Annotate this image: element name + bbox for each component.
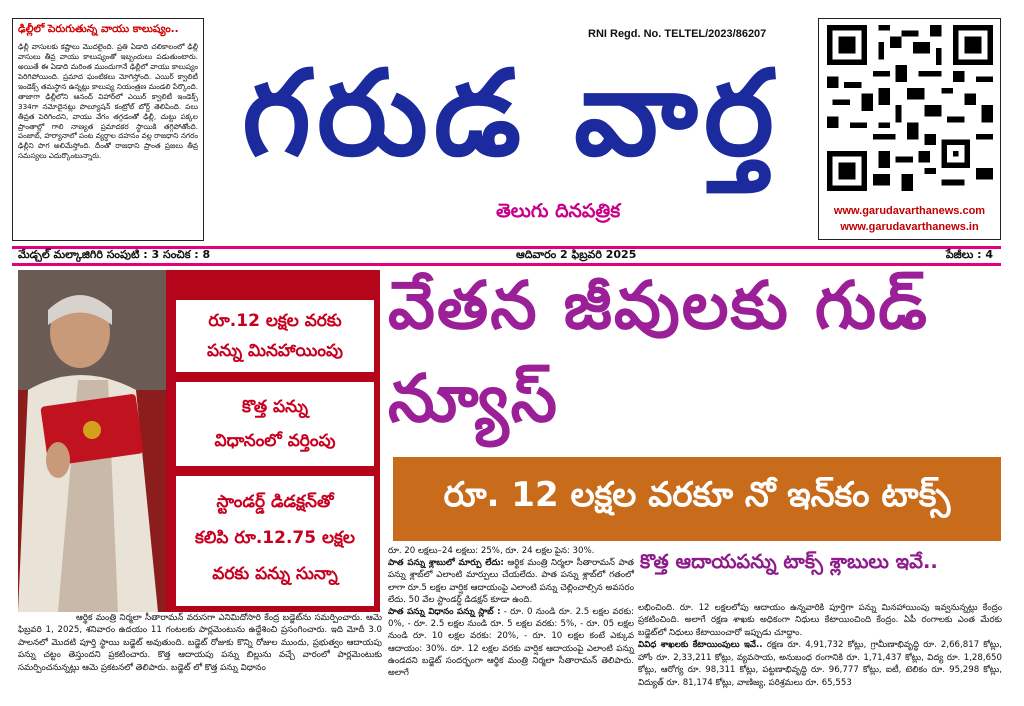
qr-box (818, 18, 1001, 240)
newspaper-masthead (214, 38, 808, 188)
sub-headline-text: రూ. 12 లక్షల వరకూ నో ఇన్‌కం టాక్స్ (443, 475, 951, 515)
allocation-list: రక్షణ రూ. 4,91,732 కోట్లు, గ్రామీణాభివృద్ధి రూ. 2,66,817 కోట్లు, హోం రూ. 2,33,211 కోట్లు, వ్యవసాయ, అనుబంధ రంగానికి రూ. 1,71,437 కోట్లు, విద్య రూ. 1,28,650 కోట్లు, ఆరోగ్య రూ. 98,311 కోట్లు, పట్టణాభివృద్ధి రూ. 96,777 కోట్లు, ఐటీ, టెలికం రూ. 95,298 కోట్లు, విద్యుత్ రూ. 81,174 కోట్లు, వాణిజ్య, పరిశ్రమలు రూ. 65,553 (638, 640, 1003, 688)
info-strip (12, 246, 1001, 266)
highlight-2-line-1: కొత్త పన్ను (242, 397, 308, 417)
budget-intro-text: ఆర్థిక మంత్రి నిర్మలా సీతారామన్ వరుసగా ఎనిమిదోసారి కేంద్ర బడ్జెట్‌ను సమర్పించారు. ఆమె ఫిబ్రవరి 1, 2025, శనివారం ఉదయం 11 గంటలకు పార్లమెంటును ఉద్దేశించి ప్రసంగించారు. ఇది మోదీ 3.0 పాలనలో మొదటి పూర్తి స్థాయి బడ్జెట్ అవుతుంది. బడ్జెట్ రోజుకు కొన్ని రోజుల ముందు, ప్రభుత్వం ఆదాయపు పన్ను చట్టం తెస్తుందని ప్రకటించారు. కొత్త ఆదాయపు పన్ను బిల్లును వచ్చే వారంలో పార్లమెంటుకు సమర్పించనున్నట్లు ఆమె ప్రకటనలో తెలిపారు. బడ్జెట్ లో కొత్త పన్ను విధానం (18, 613, 382, 673)
old-regime-para (388, 557, 634, 606)
masthead-title: గరుడ వార్త (242, 44, 780, 182)
side-news-box (12, 18, 204, 241)
main-headline-text: వేతన జీవులకు గుడ్ న్యూస్ (388, 267, 929, 437)
highlight-box-3 (176, 476, 374, 606)
allocation-heading: వివిధ శాఖలకు కేటాయింపులు ఇవే.. (638, 640, 763, 651)
qr-code-icon (827, 25, 993, 191)
page-count: పేజీలు : 4 (945, 248, 993, 261)
sub-headline (393, 457, 1001, 541)
old-slab-text: - రూ. 0 నుండి రూ. 2.5 లక్షల వరకు: 0%, - రూ. 2.5 లక్షల నుండి రూ. 5 లక్షల వరకు: 5%, - రూ. 05 లక్షల నుండి రూ. 10 లక్షల వరకు: 20%, - రూ. 10 లక్షల కంటే ఎక్కువ ఆదాయం: 30%. రూ. 12 లక్షల వరకు వార్షిక ఆదాయంపై ఎలాంటి పన్ను ఉండదని బడ్జెట్ సందర్భంగా ఆర్థిక మంత్రి నిర్మలా సీతారామన్ తెలిపారు. అలాగే (388, 607, 635, 679)
masthead-tagline: తెలుగు దినపత్రిక (496, 200, 621, 222)
article-column-middle (388, 545, 634, 705)
highlight-3-line-2: కలిపి రూ.12.75 లక్షల (195, 528, 355, 548)
website-url-in[interactable]: www.garudavarthanews.in (840, 221, 979, 233)
new-tax-slab-heading: కొత్త ఆదాయపన్ను టాక్స్ శ్లాబులు ఇవే.. (640, 550, 938, 573)
rni-number: RNI Regd. No. TELTEL/2023/86207 (588, 28, 767, 40)
edition-info: మేడ్చల్ మల్కాజిగిరి సంపుటి : 3 సంచిక : 8 (18, 248, 211, 261)
main-headline (388, 267, 1002, 448)
budget-highlight-panel (18, 270, 380, 612)
tax-slab-line: రూ. 20 లక్షలు–24 లక్షలు: 25%, రూ. 24 లక్షల పైన: 30%. (388, 546, 595, 556)
old-slab-para (388, 606, 634, 679)
article-column-right (638, 602, 1002, 706)
highlight-box-1 (176, 300, 374, 372)
website-url-com[interactable]: www.garudavarthanews.com (833, 205, 986, 217)
old-regime-text: ఆర్థిక మంత్రి నిర్మలా సీతారామన్ పాత పన్ను శ్లాబ్‌లో ఎలాంటి మార్పులు చేయలేదు. పాత పన్ను శ్లాబ్‌లో గతంలో లాగా రూ.5 లక్షల వార్షిక ఆదాయంపై ఎలాంటి పన్ను చెల్లించాల్సిన అవసరం లేదు. 50 వేల స్టాండర్డ్ డిడక్షన్ కూడా ఉంది. (388, 558, 634, 605)
issue-date: ఆదివారం 2 ఫిబ్రవరి 2025 (516, 248, 637, 261)
old-slab-heading: పాత పన్ను విధానం పన్ను స్లాబ్ : (388, 607, 501, 618)
highlight-3-line-3: వరకు పన్ను సున్నా (212, 564, 338, 584)
article-column-left (18, 612, 382, 706)
highlight-3-line-1: స్టాండర్డ్ డిడక్షన్‌తో (216, 492, 334, 512)
highlight-1-line-1: రూ.12 లక్షల వరకు (208, 311, 342, 331)
highlight-1-line-2: పన్ను మినహాయింపు (207, 341, 343, 361)
allocation-intro: లభించింది. రూ. 12 లక్షలలోపు ఆదాయం ఉన్నవారికి పూర్తిగా పన్ను మినహాయింపు ఇవ్వనున్నట్లు కేంద్రం ప్రకటించింది. అలాగే రక్షణ శాఖకు అధికంగా నిధులు కేటాయించింది కేంద్రం. ఏపీ రంగాలకు ఎంత మేరకు బడ్జెట్‌లో నిధులు కేటాయించారో ఇప్పుడు చూద్దాం. (638, 603, 1002, 638)
finance-minister-photo (18, 270, 166, 612)
highlight-2-line-2: విధానంలో వర్తింపు (214, 431, 336, 451)
side-news-body: ఢిల్లీ వాసులకు కష్టాలు మొదలైంది. ప్రతి ఏడాది చలికాలంలో ఢిల్లీ వాసులు తీవ్ర వాయు కాలుష్యంతో ఇబ్బందులు పడుతుంటారు. అయితే ఈ ఏడాది మరింత ముందుగానే ఢిల్లీలో వాయు కాలుష్యం పెరిగిపోయింది. ప్రమాద ఘంటికలు మోగిస్తోంది. ఎయిర్ క్వాలిటీ ఇండెక్స్ తమస్థాన ఉన్నట్లు కాలుష్య నియంత్రణ మండలి పేర్కొంది. తాజాగా ఢిల్లీలోని ఆనంద్ విహార్‌లో ఎయిర్ క్వాలిటీ ఇండెక్స్ 334గా నమోదైనట్లు పొల్యూషన్ కంట్రోల్ బోర్డ్ తెలిపింది. పలు తీవ్రత పెరిగిందని, వాయు వేగం తగ్గడంతో ఢిల్లీ, చుట్టు పక్కల ప్రాంతాల్లో గాలి నాణ్యత ప్రమాదకర స్థాయికి తగ్గిపోతోంది. పంజాబ్, హర్యానాలో పంట వ్యర్థాల దహనం వల్ల రాజధాని నగరం ఢిల్లీని పొగ అలిమేస్తోంది. దీంతో రాజధాని ప్రాంత ప్రజలు తీవ్ర సమస్యలు ఎదుర్కొంటున్నారు. (18, 42, 198, 161)
highlight-box-2 (176, 382, 374, 466)
side-news-title: ఢిల్లీలో పెరుగుతున్న వాయు కాలుష్యం.. (18, 23, 179, 35)
old-regime-heading: పాత పన్ను శ్లాబులో మార్పు లేదు: (388, 558, 504, 569)
